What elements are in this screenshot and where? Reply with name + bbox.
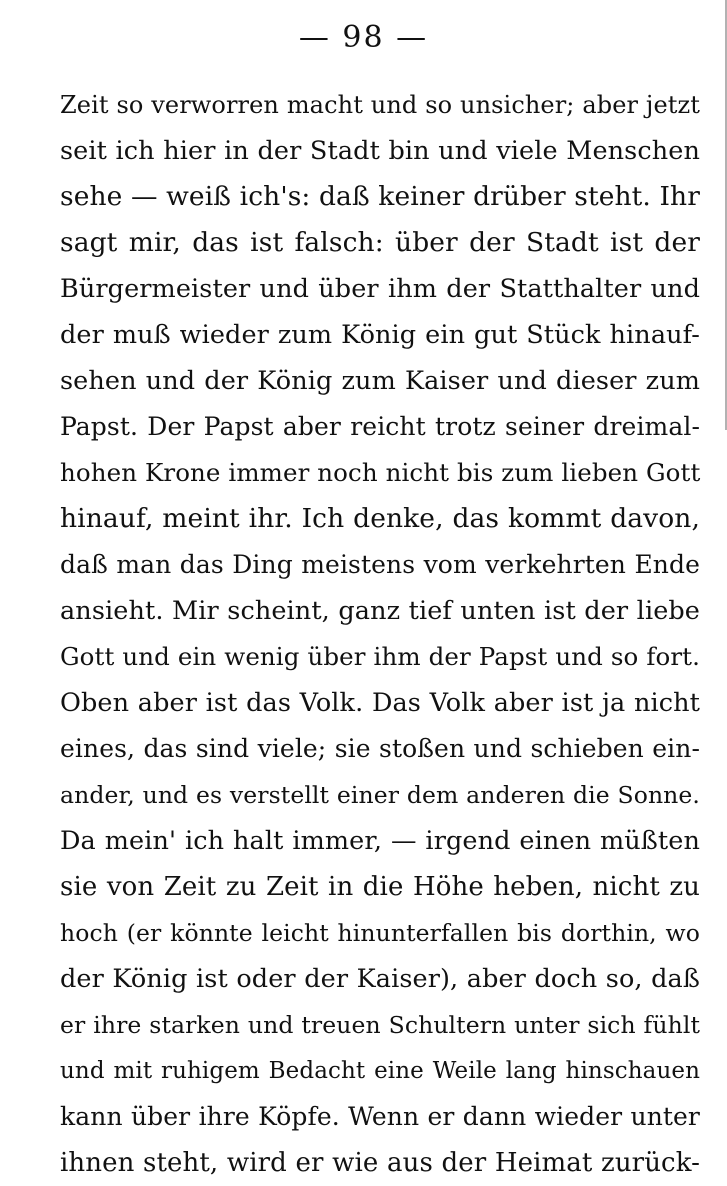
text-line: und mit ruhigem Bedacht eine Weile lang hinschauen	[60, 1058, 700, 1084]
text-line: hohen Krone immer noch nicht bis zum lieben Gott	[60, 458, 701, 487]
text-line: sehen und der König zum Kaiser und dieser zum	[60, 366, 700, 396]
text-line: sie von Zeit zu Zeit in die Höhe heben, nicht zu	[60, 872, 700, 902]
page-number-header: — 98 —	[298, 20, 429, 55]
text-line: ihnen steht, wird er wie aus der Heimat zurück-	[60, 1148, 700, 1178]
text-line: Gott und ein wenig über ihm der Papst und so fort.	[60, 642, 700, 671]
text-line: Da mein' ich halt immer, — irgend einen müßten	[60, 826, 700, 856]
text-line: daß man das Ding meistens vom verkehrten Ende	[60, 550, 700, 579]
text-line: ander, und es verstellt einer dem anderen die Sonne.	[60, 781, 700, 809]
text-line: der König ist oder der Kaiser), aber doch so, daß	[60, 964, 700, 994]
page-body-text	[60, 82, 700, 1186]
page-edge-shadow	[716, 0, 727, 430]
text-line: hoch (er könnte leicht hinunterfallen bis dorthin, wo	[60, 919, 700, 947]
text-line: kann über ihre Köpfe. Wenn er dann wieder unter	[60, 1102, 700, 1131]
text-line: ansieht. Mir scheint, ganz tief unten ist der liebe	[60, 596, 700, 626]
text-line: seit ich hier in der Stadt bin und viele Menschen	[60, 136, 700, 166]
text-line: Bürgermeister und über ihm der Statthalter und	[60, 274, 700, 304]
text-line: Zeit so verworren macht und so unsicher; aber jetzt	[60, 91, 700, 119]
text-line: Papst. Der Papst aber reicht trotz seiner dreimal-	[60, 412, 700, 441]
text-line: der muß wieder zum König ein gut Stück hinauf-	[60, 320, 700, 350]
text-line: Oben aber ist das Volk. Das Volk aber ist ja nicht	[60, 688, 700, 718]
text-line: er ihre starken und treuen Schultern unter sich fühlt	[60, 1011, 700, 1039]
text-line: sagt mir, das ist falsch: über der Stadt ist der	[60, 227, 700, 258]
text-line: eines, das sind viele; sie stoßen und schieben ein-	[60, 734, 700, 763]
text-line: hinauf, meint ihr. Ich denke, das kommt davon,	[60, 503, 700, 534]
text-line: sehe — weiß ich's: daß keiner drüber steht. Ihr	[60, 181, 700, 212]
